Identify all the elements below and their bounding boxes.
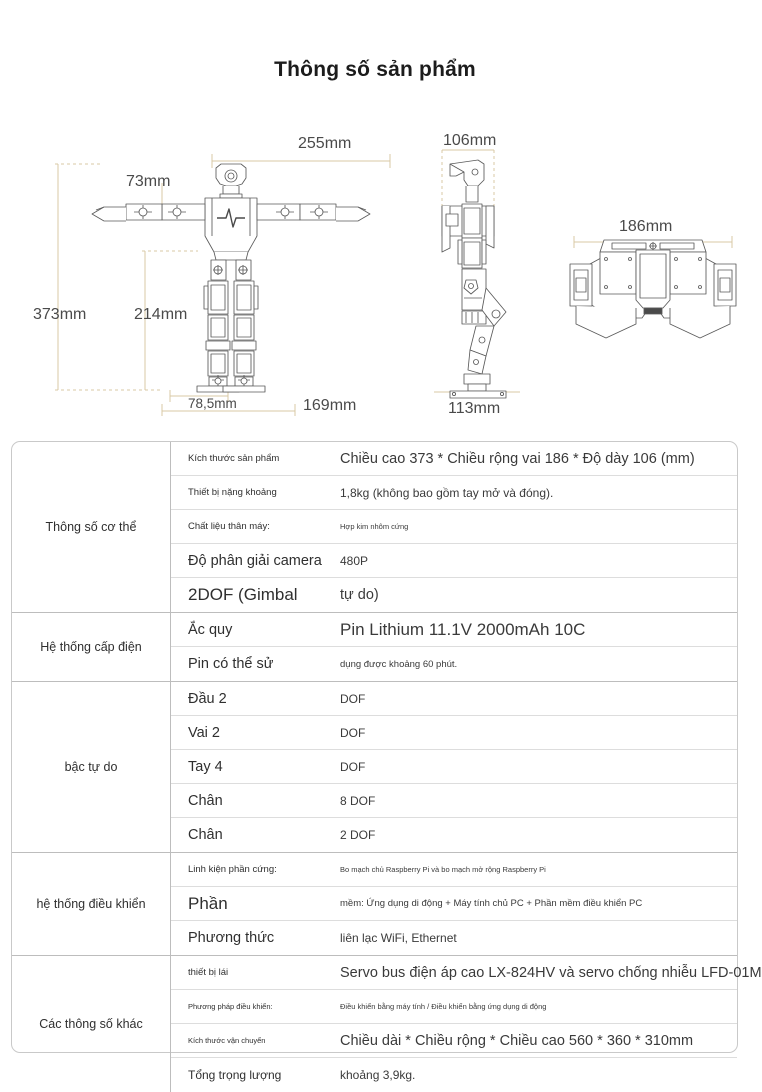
table-row	[171, 990, 737, 1024]
spec-group	[12, 682, 737, 853]
table-row	[171, 682, 737, 716]
robot-front-view	[30, 128, 430, 428]
spec-key: Chân	[188, 792, 223, 809]
spec-group-rows	[171, 613, 737, 681]
spec-value: Servo bus điện áp cao LX-824HV và servo chống nhiễu LFD-01M	[340, 964, 762, 981]
dim-label-foot-outer: 169mm	[303, 397, 357, 414]
spec-key: Phần	[188, 893, 228, 913]
spec-group-label: Các thông số khác	[12, 956, 171, 1092]
spec-key: Kích thước sản phẩm	[188, 453, 280, 464]
spec-key: Ắc quy	[188, 621, 233, 638]
spec-key: Chất liệu thân máy:	[188, 521, 270, 532]
table-row	[171, 647, 737, 681]
spec-value: Chiều dài * Chiều rộng * Chiều cao 560 * 360 * 310mm	[340, 1032, 694, 1049]
table-row	[171, 510, 737, 544]
spec-value: tự do)	[340, 587, 379, 603]
spec-group	[12, 442, 737, 613]
table-row	[171, 1058, 737, 1092]
dim-label-leg-height: 214mm	[134, 306, 188, 323]
spec-value: mềm: Ứng dụng di động + Máy tính chủ PC + Phần mềm điều khiển PC	[340, 898, 643, 909]
table-row	[171, 784, 737, 818]
spec-value: Bo mạch chủ Raspberry Pi và bo mạch mở rộng Raspberry Pi	[340, 865, 546, 874]
spec-group-rows	[171, 853, 737, 955]
spec-value: 8 DOF	[340, 793, 376, 808]
spec-key: thiết bị lái	[188, 967, 229, 978]
table-row	[171, 818, 737, 852]
spec-group-label: hệ thống điều khiển	[12, 853, 171, 955]
table-row	[171, 887, 737, 921]
spec-group-label: Hệ thống cấp điện	[12, 613, 171, 681]
dim-label-height-total: 373mm	[33, 306, 87, 323]
spec-group-rows	[171, 956, 762, 1092]
spec-key: Đầu 2	[188, 690, 227, 707]
spec-key: Tay 4	[188, 758, 223, 775]
dim-label-arm-segment: 73mm	[126, 173, 171, 190]
table-row	[171, 716, 737, 750]
table-row	[171, 476, 737, 510]
dim-label-depth-top: 106mm	[443, 132, 497, 149]
spec-value: DOF	[340, 691, 366, 706]
spec-key: Pin có thể sử	[188, 656, 274, 672]
table-row	[171, 442, 737, 476]
spec-value: DOF	[340, 725, 366, 740]
product-spec-table	[11, 441, 762, 1082]
spec-key: 2DOF (Gimbal	[188, 585, 298, 604]
spec-value: khoảng 3,9kg.	[340, 1068, 416, 1082]
spec-key: Tổng trọng lượng	[188, 1068, 282, 1082]
spec-value: 2 DOF	[340, 828, 376, 842]
spec-value: liên lạc WiFi, Ethernet	[340, 931, 457, 945]
spec-value: dụng được khoảng 60 phút.	[340, 658, 458, 670]
dim-label-shoulder-width: 186mm	[619, 218, 673, 235]
spec-key: Phương pháp điều khiển:	[188, 1002, 273, 1011]
dim-label-foot-inner: 78,5mm	[188, 396, 237, 411]
dim-label-width-total: 255mm	[298, 135, 352, 152]
table-row	[171, 544, 737, 578]
robot-top-view	[560, 128, 750, 428]
spec-value: Điều khiển bằng máy tính / Điều khiển bằng ứng dụng di động	[340, 1002, 547, 1011]
spec-group	[12, 613, 737, 682]
spec-value: Chiều cao 373 * Chiều rộng vai 186 * Độ dày 106 (mm)	[340, 450, 695, 467]
spec-group-label: Thông số cơ thể	[12, 442, 171, 612]
table-row	[171, 613, 737, 647]
spec-group-rows	[171, 442, 737, 612]
spec-key: Thiết bị nặng khoảng	[188, 487, 277, 498]
robot-dimension-diagram	[0, 128, 750, 428]
page-title: Thông số sản phẩm	[274, 58, 476, 81]
spec-value: Pin Lithium 11.1V 2000mAh 10C	[340, 619, 586, 639]
table-row	[171, 956, 762, 990]
spec-group	[12, 853, 737, 956]
spec-value: DOF	[340, 759, 366, 774]
spec-group-rows	[171, 682, 737, 852]
table-row	[171, 853, 737, 887]
table-row	[171, 578, 737, 612]
spec-key: Chân	[188, 827, 223, 843]
spec-key: Linh kiện phần cứng:	[188, 864, 277, 875]
robot-side-view	[420, 128, 560, 428]
table-row	[171, 921, 737, 955]
spec-value: 480P	[340, 553, 369, 568]
table-row	[171, 1024, 737, 1058]
spec-key: Phương thức	[188, 930, 275, 946]
spec-group	[12, 956, 762, 1092]
spec-key: Vai 2	[188, 724, 220, 741]
table-row	[171, 750, 737, 784]
dim-label-foot-depth: 113mm	[448, 400, 501, 417]
spec-group-label: bậc tự do	[12, 682, 171, 852]
spec-key: Độ phân giải camera	[188, 552, 322, 569]
spec-value: 1,8kg (không bao gồm tay mở và đóng).	[340, 485, 554, 500]
spec-value: Hợp kim nhôm cứng	[340, 522, 409, 531]
spec-key: Kích thước vận chuyển	[188, 1036, 266, 1045]
